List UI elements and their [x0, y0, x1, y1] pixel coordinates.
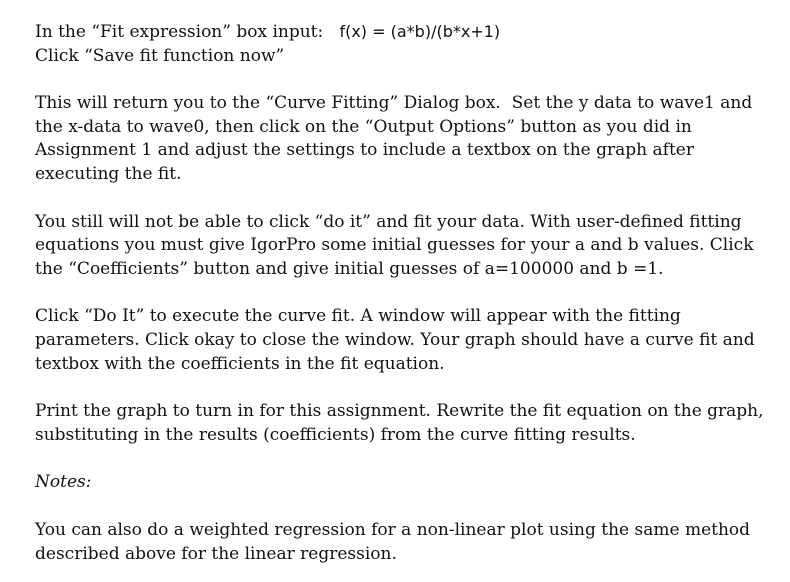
- paragraph-line: Assignment 1 and adjust the settings to include a textbox on the graph after: [35, 140, 694, 161]
- paragraph-line: You can also do a weighted regression for a non-linear plot using the same method: [35, 519, 751, 540]
- paragraph-initial-guesses: [35, 211, 775, 282]
- notes-heading: Notes:: [35, 472, 92, 493]
- fit-expression-line: [35, 20, 775, 45]
- fit-formula: f(x) = (a*b)/(b*x+1): [339, 22, 501, 41]
- paragraph-line: executing the fit.: [35, 163, 182, 184]
- paragraph-line: parameters. Click okay to close the window. Your graph should have a curve fit and: [35, 329, 755, 350]
- paragraph-line: equations you must give IgorPro some initial guesses for your a and b values. Click: [35, 235, 754, 256]
- paragraph-line: substituting in the results (coefficients) from the curve fitting results.: [35, 424, 636, 445]
- save-fit-instruction: Click “Save fit function now”: [35, 45, 285, 66]
- paragraph-line: Click “Do It” to execute the curve fit. A window will appear with the fitting: [35, 306, 681, 327]
- paragraph-line: This will return you to the “Curve Fitting” Dialog box. Set the y data to wave1 and: [35, 93, 753, 114]
- paragraph-notes: [35, 519, 775, 566]
- paragraph-line: textbox with the coefficients in the fit equation.: [35, 353, 445, 374]
- fit-expression-label: In the “Fit expression” box input:: [35, 22, 340, 42]
- paragraph-line: You still will not be able to click “do it” and fit your data. With user-defined fitting: [35, 211, 742, 232]
- paragraph-line: the x-data to wave0, then click on the “Output Options” button as you did in: [35, 116, 692, 137]
- paragraph-curve-fitting-dialog: [35, 92, 775, 186]
- document-body: [35, 20, 775, 566]
- fit-expression-instructions: [35, 20, 775, 68]
- paragraph-line: Print the graph to turn in for this assignment. Rewrite the fit equation on the graph,: [35, 401, 764, 422]
- paragraph-do-it: [35, 305, 775, 376]
- paragraph-line: described above for the linear regression.: [35, 543, 397, 564]
- paragraph-line: the “Coefficients” button and give initial guesses of a=100000 and b =1.: [35, 258, 664, 279]
- paragraph-print-graph: [35, 400, 775, 447]
